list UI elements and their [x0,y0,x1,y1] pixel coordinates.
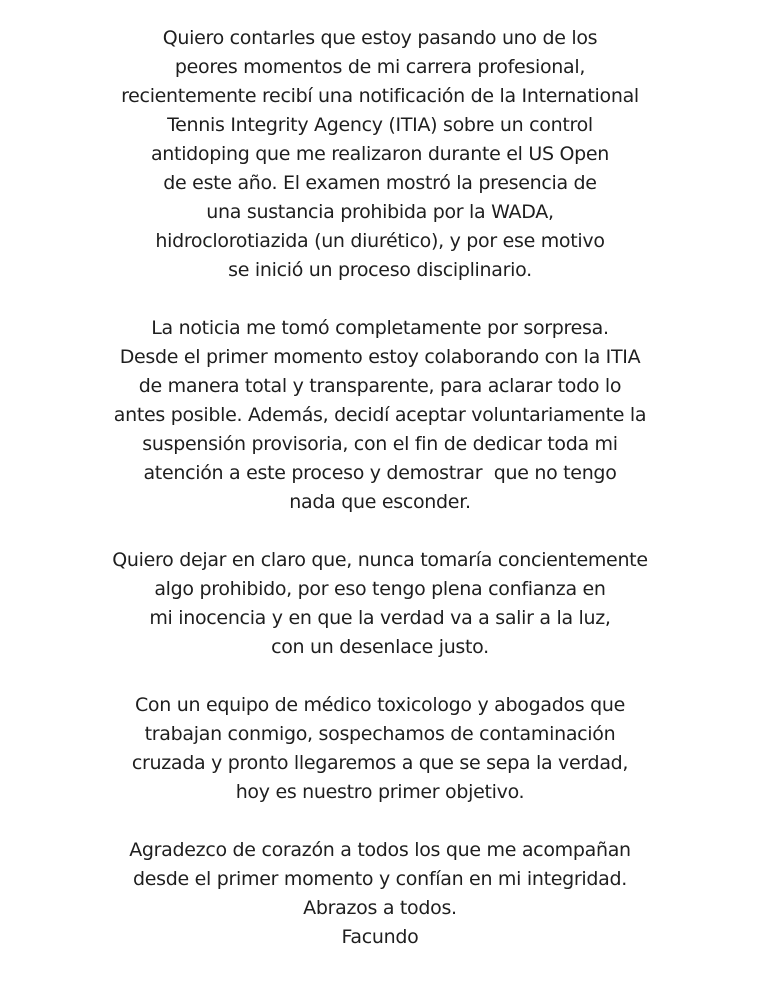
text-line: algo prohibido, por eso tengo plena confianza en [154,578,606,600]
text-line: hoy es nuestro primer objetivo. [235,781,525,803]
text-line: Con un equipo de médico toxicologo y abogados que [134,694,626,716]
text-line: hidroclorotiazida (un diurético), y por ese motivo [155,230,605,252]
text-line: mi inocencia y en que la verdad va a salir a la luz, [149,607,611,629]
text-line: Quiero dejar en claro que, nunca tomaría concientemente [112,549,648,571]
paragraph-notification [0,24,760,285]
text-line: Desde el primer momento estoy colaborando con la ITIA [119,346,641,368]
text-line: de este año. El examen mostró la presencia de [163,172,597,194]
text-line: trabajan conmigo, sospechamos de contaminación [144,723,616,745]
paragraph-team [0,691,760,807]
signature: Facundo [341,926,419,948]
sign-off: Abrazos a todos. [303,897,457,919]
text-line: con un desenlace justo. [271,636,489,658]
text-line: Tennis Integrity Agency (ITIA) sobre un control [167,114,593,136]
paragraph-innocence [0,546,760,662]
text-line: Agradezco de corazón a todos los que me acompañan [129,839,631,861]
text-line: suspensión provisoria, con el fin de dedicar toda mi [142,433,618,455]
text-line: peores momentos de mi carrera profesional, [174,56,586,78]
text-line: La noticia me tomó completamente por sorpresa. [151,317,609,339]
text-line: Quiero contarles que estoy pasando uno de los [162,27,598,49]
text-line: antidoping que me realizaron durante el US Open [150,143,610,165]
paragraph-collaboration [0,314,760,517]
text-line: recientemente recibí una notificación de la International [121,85,639,107]
paragraph-closing [0,836,760,952]
text-line: nada que esconder. [289,491,471,513]
text-line: atención a este proceso y demostrar que no tengo [143,462,617,484]
statement-document [0,24,760,981]
text-line: de manera total y transparente, para aclarar todo lo [138,375,622,397]
text-line: se inició un proceso disciplinario. [228,259,532,281]
text-line: antes posible. Además, decidí aceptar voluntariamente la [113,404,647,426]
text-line: una sustancia prohibida por la WADA, [206,201,554,223]
text-line: desde el primer momento y confían en mi integridad. [133,868,627,890]
text-line: cruzada y pronto llegaremos a que se sepa la verdad, [131,752,629,774]
